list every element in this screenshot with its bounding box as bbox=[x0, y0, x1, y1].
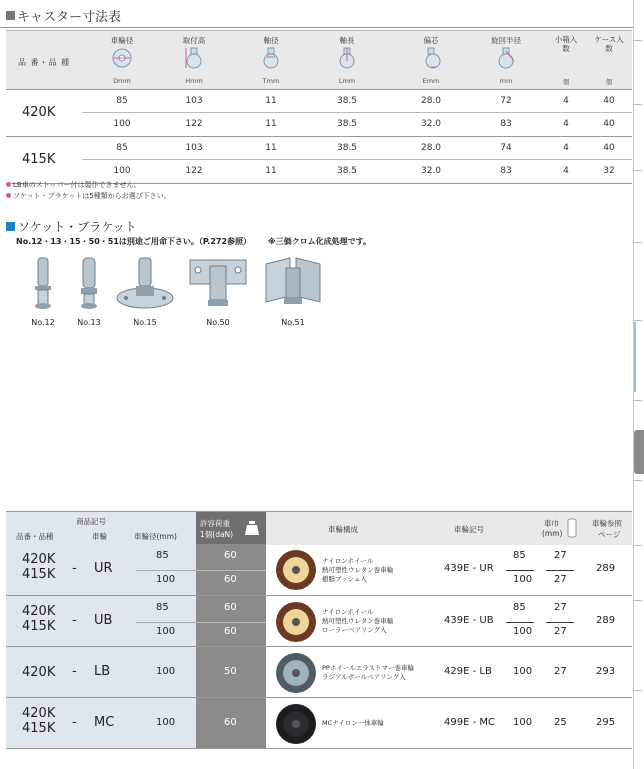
header-wheel-dia: 車輪径(mm) bbox=[134, 532, 177, 541]
wheel-width: 27 bbox=[554, 550, 567, 561]
row-divider bbox=[196, 622, 266, 623]
header-small-box: 小箱入数 bbox=[554, 35, 578, 53]
wheel-group-mc bbox=[6, 698, 632, 749]
part-no12[interactable]: No.12 bbox=[24, 256, 62, 327]
load-value: 60 bbox=[224, 602, 237, 613]
wheel-diameter-icon bbox=[111, 47, 133, 69]
composition-line: ラジアルボールベアリング入 bbox=[322, 672, 406, 681]
table-cell: 11 bbox=[265, 166, 277, 176]
note-item: ソケット・ブラケットは5種類からお選び下さい。 bbox=[6, 191, 171, 202]
header-offset: 偏芯 bbox=[423, 36, 439, 45]
table-cell: 32.0 bbox=[420, 166, 442, 176]
wheel-axle-hole bbox=[292, 669, 300, 677]
index-tab-active[interactable] bbox=[634, 430, 644, 474]
unit-case-qty: 個 bbox=[605, 78, 613, 86]
table-cell: 4 bbox=[563, 166, 569, 176]
wheel-diameter: 100 bbox=[156, 574, 176, 585]
wheel-composition bbox=[322, 557, 393, 584]
table-cell: 4 bbox=[563, 119, 569, 129]
wheel-diameter: 100 bbox=[156, 626, 176, 637]
weight-icon bbox=[244, 520, 260, 536]
table-cell: 32.0 bbox=[420, 119, 442, 129]
table-cell: 40 bbox=[603, 143, 615, 153]
table-cell: 72 bbox=[500, 96, 512, 106]
header-load-line2: 1個(daN) bbox=[200, 530, 234, 539]
header-ref-line1: 車輪参照 bbox=[592, 519, 622, 528]
wheel-composition bbox=[322, 664, 414, 682]
spec-table-body bbox=[6, 90, 632, 184]
wheel-code-diameter: 100 bbox=[513, 626, 533, 637]
reference-page: 293 bbox=[596, 665, 616, 677]
spec-group-415k bbox=[6, 137, 632, 184]
part-no15[interactable]: No.15 bbox=[114, 256, 176, 327]
composition-line: ローラーベアリング入 bbox=[322, 626, 387, 634]
composition-line: ナイロンホイール bbox=[322, 556, 374, 565]
wheel-diameter: 85 bbox=[156, 602, 169, 613]
socket-plate-image bbox=[114, 256, 176, 312]
table-cell: 32 bbox=[603, 166, 615, 176]
wheel-code-label: 439E - UR bbox=[444, 563, 494, 574]
table-cell: 100 bbox=[113, 166, 131, 176]
wheel-code-label: 499E - MC bbox=[444, 716, 495, 728]
bracket-image bbox=[186, 256, 250, 312]
composition-line: 樹脂ブッシュ入 bbox=[322, 574, 367, 583]
unit-swivel-radius: mm bbox=[499, 77, 513, 85]
reference-page: 295 bbox=[596, 716, 616, 728]
dash: - bbox=[72, 612, 77, 628]
table-cell: 28.0 bbox=[420, 96, 442, 106]
unit-small-box: 個 bbox=[562, 78, 570, 86]
composition-line: 熱可塑性ウレタン巻車輪 bbox=[322, 617, 394, 625]
table-row bbox=[82, 137, 632, 160]
part-no13[interactable]: No.13 bbox=[70, 256, 108, 327]
axle-length-icon bbox=[336, 47, 358, 69]
table-cell: 85 bbox=[116, 96, 128, 106]
load-value: 60 bbox=[224, 550, 237, 561]
header-load-cell bbox=[196, 512, 266, 545]
index-tab-blue[interactable] bbox=[634, 322, 644, 392]
table-cell: 40 bbox=[603, 96, 615, 106]
dash: - bbox=[72, 714, 77, 730]
bullet-dot-icon bbox=[6, 182, 11, 187]
table-cell: 38.5 bbox=[336, 96, 358, 106]
reference-page: 289 bbox=[596, 563, 616, 574]
spec-table-header bbox=[6, 30, 632, 90]
wheel-axle-hole bbox=[292, 566, 300, 574]
table-cell: 4 bbox=[563, 143, 569, 153]
wheel-code: LB bbox=[94, 663, 111, 679]
spec-group-420k bbox=[6, 90, 632, 137]
wheel-code: UR bbox=[94, 561, 113, 576]
table-cell: 38.5 bbox=[336, 119, 358, 129]
load-value: 60 bbox=[224, 574, 237, 585]
wheel-width-icon bbox=[566, 517, 578, 539]
row-divider bbox=[506, 570, 534, 571]
load-value: 60 bbox=[224, 716, 237, 728]
table-cell: 40 bbox=[603, 119, 615, 129]
table-cell: 85 bbox=[116, 143, 128, 153]
model-name: 420K bbox=[22, 105, 56, 120]
angle-bracket-image bbox=[262, 256, 324, 312]
table-cell: 11 bbox=[265, 96, 277, 106]
wheel-diameter: 100 bbox=[156, 716, 176, 728]
wheel-group-ur bbox=[6, 544, 632, 596]
model-name: 415K bbox=[22, 567, 56, 582]
composition-line: MCナイロン一体車輪 bbox=[322, 719, 384, 727]
wheel-code-label: 439E - UB bbox=[444, 614, 494, 626]
header-axle-length: 軸長 bbox=[339, 36, 355, 45]
row-divider bbox=[136, 570, 196, 571]
square-bullet-icon bbox=[6, 11, 15, 20]
unit-mount-height: Hmm bbox=[185, 77, 203, 85]
model-name: 420K bbox=[22, 664, 56, 680]
header-mount-height: 取付高 bbox=[182, 36, 206, 45]
note-item: LB車のストッパー付は製作できません。 bbox=[6, 180, 171, 191]
composition-line: PPホイールエラストマー巻車輪 bbox=[322, 663, 415, 672]
part-no50[interactable]: No.50 bbox=[186, 256, 250, 327]
wheel-code: MC bbox=[94, 714, 115, 730]
wheel-image bbox=[274, 651, 318, 695]
page-title-text: キャスター寸法表 bbox=[17, 10, 122, 25]
square-bullet-icon bbox=[6, 222, 15, 231]
wheel-code-diameter: 100 bbox=[513, 716, 533, 728]
unit-offset: Emm bbox=[422, 77, 440, 85]
row-divider bbox=[136, 622, 196, 623]
wheel-axle-hole bbox=[292, 720, 300, 728]
table-cell: 38.5 bbox=[336, 143, 358, 153]
table-cell: 122 bbox=[185, 119, 203, 129]
wheel-image bbox=[274, 548, 318, 592]
header-model: 品 番・品 種 bbox=[18, 58, 71, 67]
wheel-spec-table bbox=[6, 511, 632, 736]
unit-axle-length: Lmm bbox=[338, 77, 356, 85]
header-model: 品番・品種 bbox=[16, 532, 54, 541]
model-name: 420K bbox=[22, 706, 56, 721]
row-divider bbox=[196, 570, 266, 571]
notes bbox=[6, 180, 171, 202]
header-width-line2: (mm) bbox=[542, 529, 563, 538]
caster-dimension-table bbox=[6, 30, 632, 184]
unit-wheel-dia: Dmm bbox=[113, 77, 131, 85]
title-rule bbox=[0, 27, 634, 28]
dash: - bbox=[72, 663, 77, 679]
wheel-code-diameter: 85 bbox=[513, 550, 526, 561]
row-divider bbox=[546, 570, 574, 571]
wheel-code-label: 429E - LB bbox=[444, 665, 492, 677]
load-value: 50 bbox=[224, 665, 237, 677]
header-case-qty: ケース入数 bbox=[594, 35, 624, 53]
wheel-composition bbox=[322, 719, 384, 728]
wheel-width: 27 bbox=[554, 665, 567, 677]
page-edge-index bbox=[633, 0, 644, 769]
table-cell: 38.5 bbox=[336, 166, 358, 176]
model-name: 420K bbox=[22, 552, 56, 567]
wheel-code-diameter: 100 bbox=[513, 574, 533, 585]
table-cell: 103 bbox=[185, 96, 203, 106]
composition-line: ナイロンホイール bbox=[322, 608, 374, 616]
composition-line: 熱可塑性ウレタン巻車輪 bbox=[322, 565, 394, 574]
table-cell: 4 bbox=[563, 96, 569, 106]
model-name: 415K bbox=[22, 721, 56, 736]
wheel-code-diameter: 100 bbox=[513, 665, 533, 677]
wheel-code-diameter: 85 bbox=[513, 602, 526, 613]
model-name: 415K bbox=[22, 619, 56, 634]
table-cell: 28.0 bbox=[420, 143, 442, 153]
wheel-code: UB bbox=[94, 612, 113, 628]
header-product-code: 商品記号 bbox=[76, 517, 106, 526]
header-wheel-dia: 車輪径 bbox=[110, 36, 134, 45]
wheel-width: 27 bbox=[554, 574, 567, 585]
table-row bbox=[82, 113, 632, 136]
header-swivel-radius: 旋回半径 bbox=[491, 36, 521, 45]
socket-stem-image bbox=[24, 256, 62, 312]
wheel-image bbox=[274, 600, 318, 644]
socket-section-subtitle: No.12・13・15・50・51は別途ご用命下さい。（P.272参照） ※三価クロム化成処理です。 bbox=[16, 237, 371, 246]
table-cell: 103 bbox=[185, 143, 203, 153]
table-cell: 83 bbox=[500, 119, 512, 129]
table-cell: 100 bbox=[113, 119, 131, 129]
mount-height-icon bbox=[183, 47, 205, 69]
header-wheel: 車輪 bbox=[92, 532, 107, 541]
reference-page: 289 bbox=[596, 614, 616, 626]
wheel-width: 25 bbox=[554, 716, 567, 728]
socket-section-title: ソケット・ブラケット bbox=[6, 218, 137, 235]
row-divider bbox=[506, 622, 534, 623]
wheel-width: 27 bbox=[554, 602, 567, 613]
axle-diameter-icon bbox=[260, 47, 282, 69]
swivel-radius-icon bbox=[495, 47, 517, 69]
wheel-group-ub bbox=[6, 596, 632, 647]
page-title bbox=[6, 6, 121, 25]
table-cell: 11 bbox=[265, 143, 277, 153]
bullet-dot-icon bbox=[6, 193, 11, 198]
table-cell: 74 bbox=[500, 143, 512, 153]
table-cell: 11 bbox=[265, 119, 277, 129]
header-composition: 車輪構成 bbox=[328, 525, 358, 534]
wheel-table-header bbox=[6, 511, 632, 544]
header-ref-line2: ページ bbox=[598, 530, 621, 539]
model-name: 420K bbox=[22, 604, 56, 619]
wheel-width: 27 bbox=[554, 626, 567, 637]
table-row bbox=[82, 90, 632, 113]
header-load-line1: 許容荷重 bbox=[200, 519, 230, 528]
table-cell: 122 bbox=[185, 166, 203, 176]
row-divider bbox=[546, 622, 574, 623]
dash: - bbox=[72, 561, 77, 576]
wheel-image bbox=[274, 702, 318, 746]
wheel-diameter: 100 bbox=[156, 665, 176, 677]
wheel-composition bbox=[322, 608, 393, 635]
wheel-diameter: 85 bbox=[156, 550, 169, 561]
offset-icon bbox=[420, 47, 442, 69]
load-value: 60 bbox=[224, 626, 237, 637]
table-cell: 83 bbox=[500, 166, 512, 176]
header-width-line1: 車巾 bbox=[544, 519, 559, 528]
model-name: 415K bbox=[22, 152, 56, 167]
part-no51[interactable]: No.51 bbox=[262, 256, 324, 327]
wheel-axle-hole bbox=[292, 618, 300, 626]
header-wheel-code: 車輪記号 bbox=[454, 525, 484, 534]
header-axle-dia: 軸径 bbox=[263, 36, 279, 45]
socket-stem-image bbox=[70, 256, 108, 312]
unit-axle-dia: Tmm bbox=[262, 77, 280, 85]
wheel-group-lb bbox=[6, 647, 632, 698]
